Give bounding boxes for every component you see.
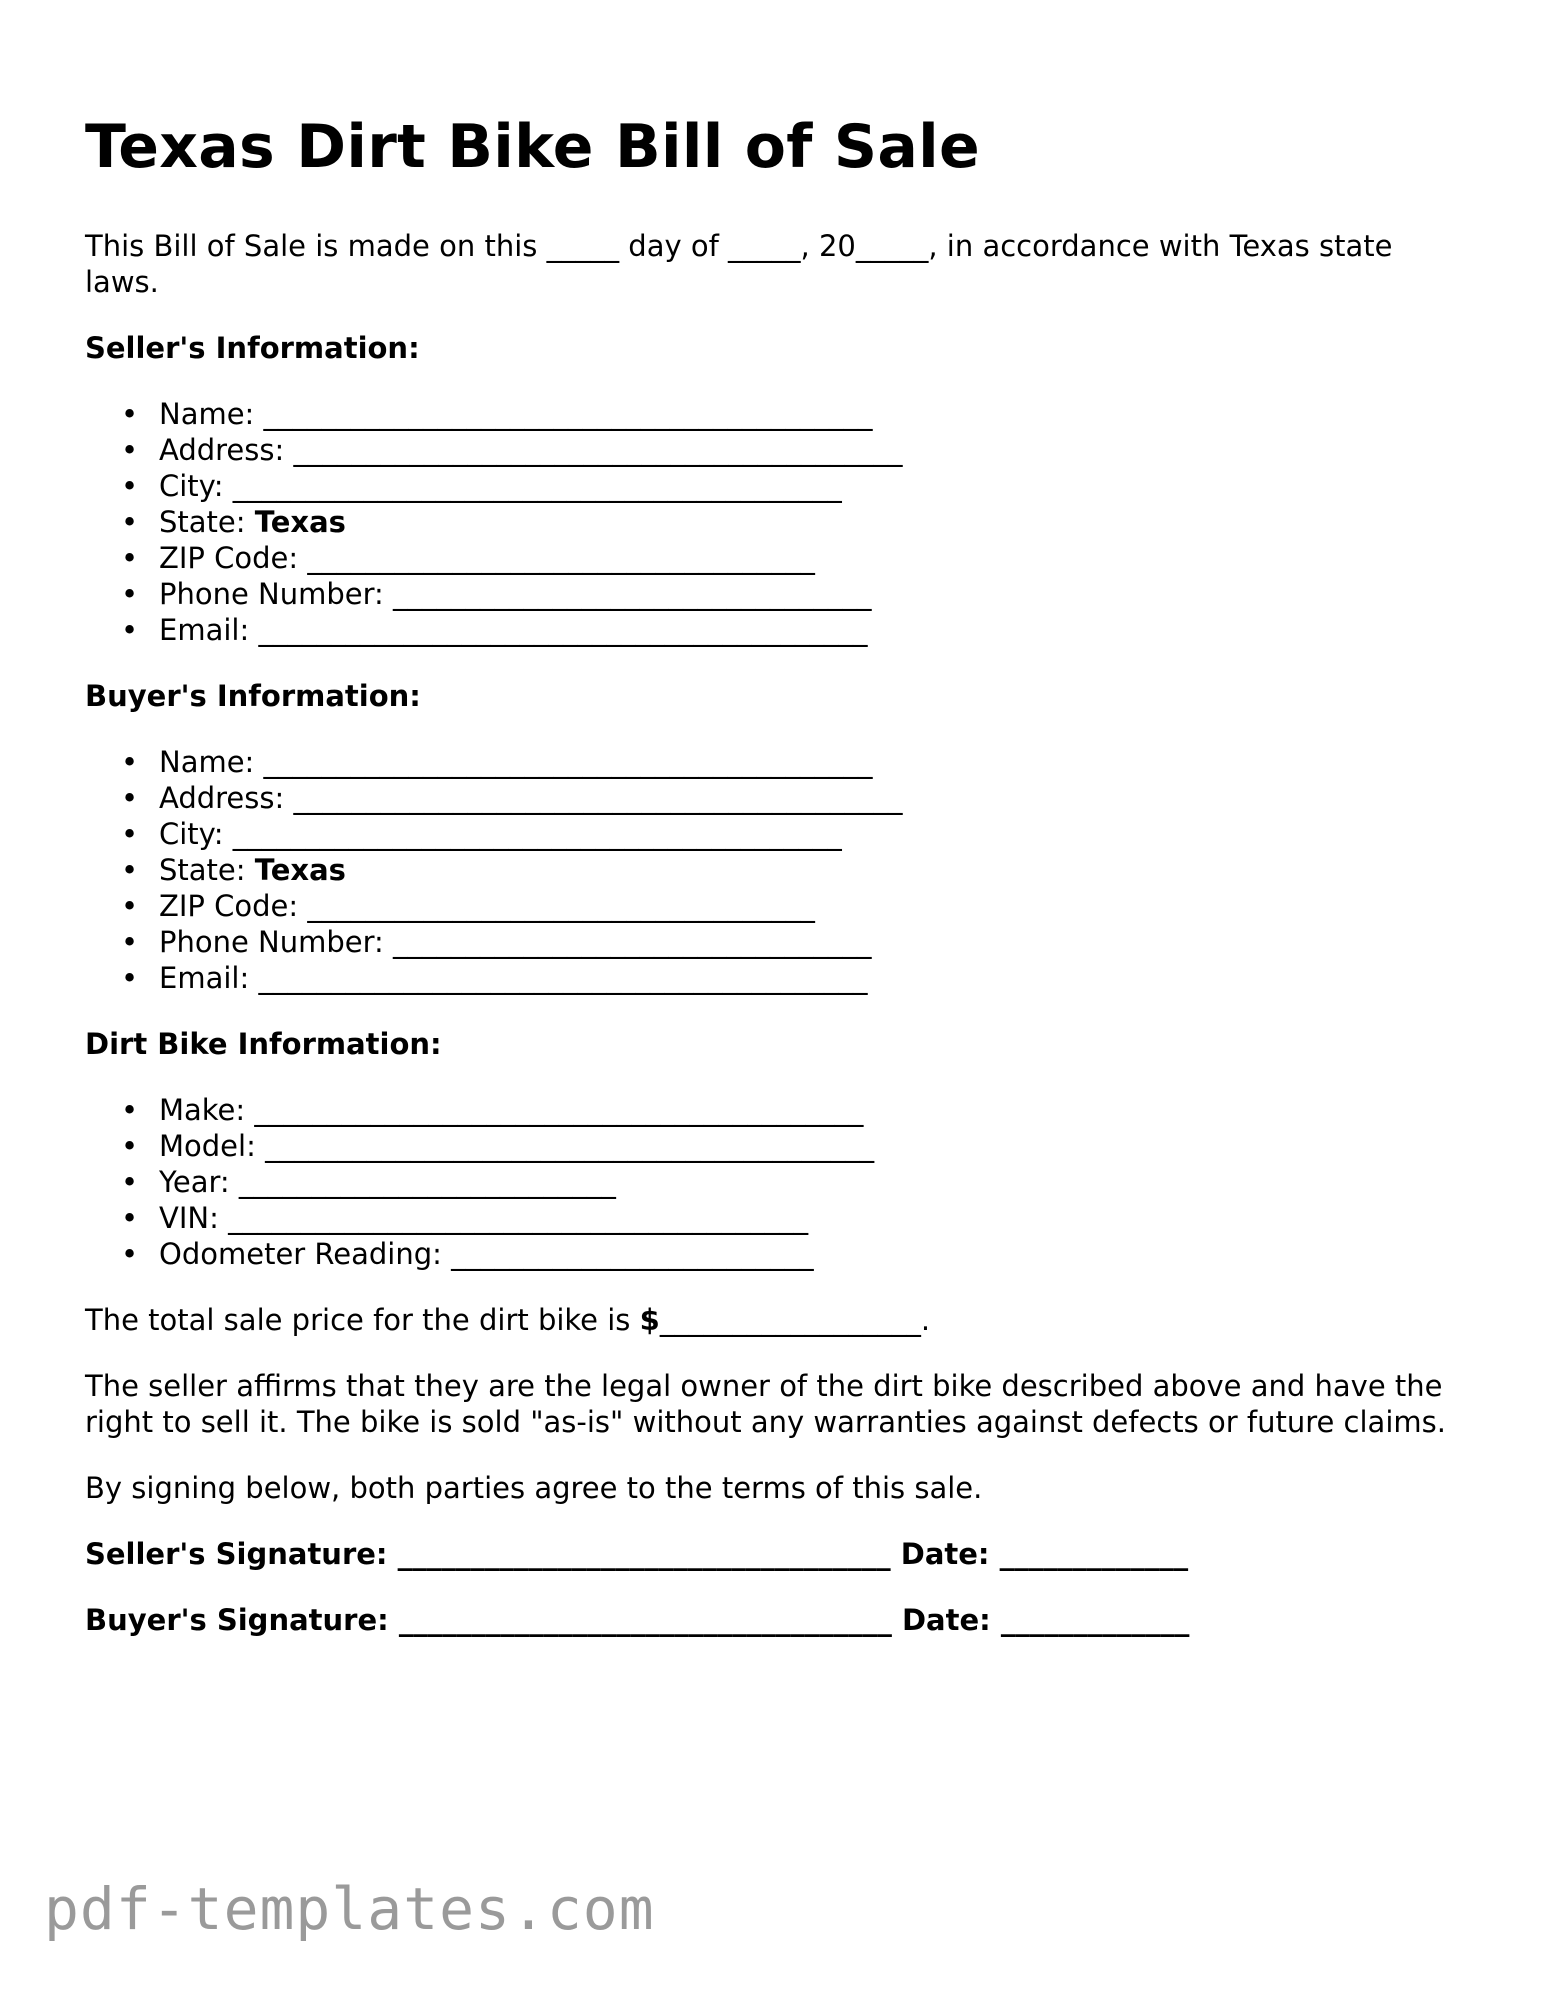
- sale-price-line: [85, 1302, 1465, 1338]
- bullet-icon: •: [121, 745, 139, 779]
- agreement-paragraph: By signing below, both parties agree to the terms of this sale.: [85, 1471, 983, 1505]
- price-text: The total sale price for the dirt bike is: [85, 1303, 640, 1337]
- bill-of-sale-document: [85, 100, 1465, 1638]
- field-blank: ________________________________________: [228, 1201, 809, 1235]
- bullet-icon: •: [121, 541, 139, 575]
- buyer-address-field: [121, 780, 1465, 816]
- field-label: Phone Number:: [159, 925, 384, 959]
- field-label: State:: [159, 505, 246, 539]
- date-label: Date:: [901, 1603, 991, 1637]
- buyer-zip-field: [121, 888, 1465, 924]
- field-label: Model:: [159, 1129, 256, 1163]
- bullet-icon: •: [121, 853, 139, 887]
- seller-address-field: [121, 432, 1465, 468]
- field-blank: __________________________________________: [263, 745, 873, 779]
- bullet-icon: •: [121, 577, 139, 611]
- field-value: Texas: [254, 505, 346, 539]
- watermark: pdf-templates.com: [44, 1875, 655, 1943]
- bike-make-field: [121, 1092, 1465, 1128]
- seller-zip-field: [121, 540, 1465, 576]
- bullet-icon: •: [121, 1165, 139, 1199]
- field-blank: __________________________________________: [258, 613, 868, 647]
- field-blank: ___________________________________: [307, 541, 815, 575]
- seller-signature-line: [85, 1536, 1465, 1572]
- intro-paragraph: This Bill of Sale is made on this _____ day of _____, 20_____, in accordance with Texas state laws.: [85, 229, 1393, 299]
- field-blank: __________________________________________: [258, 961, 868, 995]
- date-label: Date:: [900, 1537, 990, 1571]
- field-blank: _________________________: [451, 1237, 814, 1271]
- buyer-heading: Buyer's Information:: [85, 679, 421, 713]
- field-blank: __________________________: [238, 1165, 616, 1199]
- bullet-icon: •: [121, 925, 139, 959]
- bullet-icon: •: [121, 781, 139, 815]
- buyer-email-field: [121, 960, 1465, 996]
- field-blank: ___________________________________: [307, 889, 815, 923]
- field-label: Address:: [159, 433, 285, 467]
- seller-fields: [85, 396, 1465, 648]
- buyer-state-field: [121, 852, 1465, 888]
- field-label: Year:: [159, 1165, 230, 1199]
- bullet-icon: •: [121, 817, 139, 851]
- field-label: Email:: [159, 961, 250, 995]
- field-label: Name:: [159, 397, 255, 431]
- bike-odometer-field: [121, 1236, 1465, 1272]
- field-label: VIN:: [159, 1201, 219, 1235]
- field-blank: __________________________________________: [232, 817, 842, 851]
- field-blank: __________________________________________: [254, 1093, 864, 1127]
- bike-year-field: [121, 1164, 1465, 1200]
- field-label: Phone Number:: [159, 577, 384, 611]
- field-label: Make:: [159, 1093, 246, 1127]
- field-value: Texas: [254, 853, 346, 887]
- field-label: Email:: [159, 613, 250, 647]
- seller-name-field: [121, 396, 1465, 432]
- seller-email-field: [121, 612, 1465, 648]
- seller-heading: Seller's Information:: [85, 331, 420, 365]
- field-label: City:: [159, 469, 224, 503]
- affirmation-paragraph: The seller affirms that they are the legal owner of the dirt bike described above and have the right to sell it. The bike is sold "as-is" without any warranties against defects or future claims.: [85, 1369, 1446, 1439]
- bullet-icon: •: [121, 1093, 139, 1127]
- signature-label: Seller's Signature:: [85, 1537, 388, 1571]
- document-title: Texas Dirt Bike Bill of Sale: [85, 112, 981, 182]
- bullet-icon: •: [121, 433, 139, 467]
- bike-heading: Dirt Bike Information:: [85, 1027, 442, 1061]
- buyer-fields: [85, 744, 1465, 996]
- signature-label: Buyer's Signature:: [85, 1603, 389, 1637]
- field-blank: __________________________________________: [263, 397, 873, 431]
- field-label: City:: [159, 817, 224, 851]
- price-blank: __________________: [659, 1303, 921, 1337]
- buyer-city-field: [121, 816, 1465, 852]
- field-blank: __________________________________________: [293, 781, 903, 815]
- buyer-name-field: [121, 744, 1465, 780]
- bullet-icon: •: [121, 1237, 139, 1271]
- bullet-icon: •: [121, 505, 139, 539]
- price-end: .: [920, 1303, 931, 1337]
- field-blank: _________________________________: [393, 925, 872, 959]
- bike-fields: [85, 1092, 1465, 1272]
- date-blank: _____________: [999, 1537, 1189, 1571]
- buyer-phone-field: [121, 924, 1465, 960]
- field-blank: __________________________________________: [232, 469, 842, 503]
- field-label: Odometer Reading:: [159, 1237, 442, 1271]
- date-blank: _____________: [1000, 1603, 1190, 1637]
- buyer-signature-line: [85, 1602, 1465, 1638]
- field-label: ZIP Code:: [159, 889, 299, 923]
- seller-phone-field: [121, 576, 1465, 612]
- bullet-icon: •: [121, 397, 139, 431]
- field-label: ZIP Code:: [159, 541, 299, 575]
- bike-model-field: [121, 1128, 1465, 1164]
- bike-vin-field: [121, 1200, 1465, 1236]
- bullet-icon: •: [121, 889, 139, 923]
- bullet-icon: •: [121, 469, 139, 503]
- seller-city-field: [121, 468, 1465, 504]
- bullet-icon: •: [121, 961, 139, 995]
- signature-blank: __________________________________: [397, 1537, 891, 1571]
- field-blank: __________________________________________: [265, 1129, 875, 1163]
- seller-state-field: [121, 504, 1465, 540]
- signature-blank: __________________________________: [398, 1603, 892, 1637]
- bullet-icon: •: [121, 1201, 139, 1235]
- field-blank: _________________________________: [393, 577, 872, 611]
- bullet-icon: •: [121, 1129, 139, 1163]
- field-blank: __________________________________________: [293, 433, 903, 467]
- bullet-icon: •: [121, 613, 139, 647]
- price-currency: $: [639, 1303, 660, 1337]
- field-label: State:: [159, 853, 246, 887]
- field-label: Name:: [159, 745, 255, 779]
- field-label: Address:: [159, 781, 285, 815]
